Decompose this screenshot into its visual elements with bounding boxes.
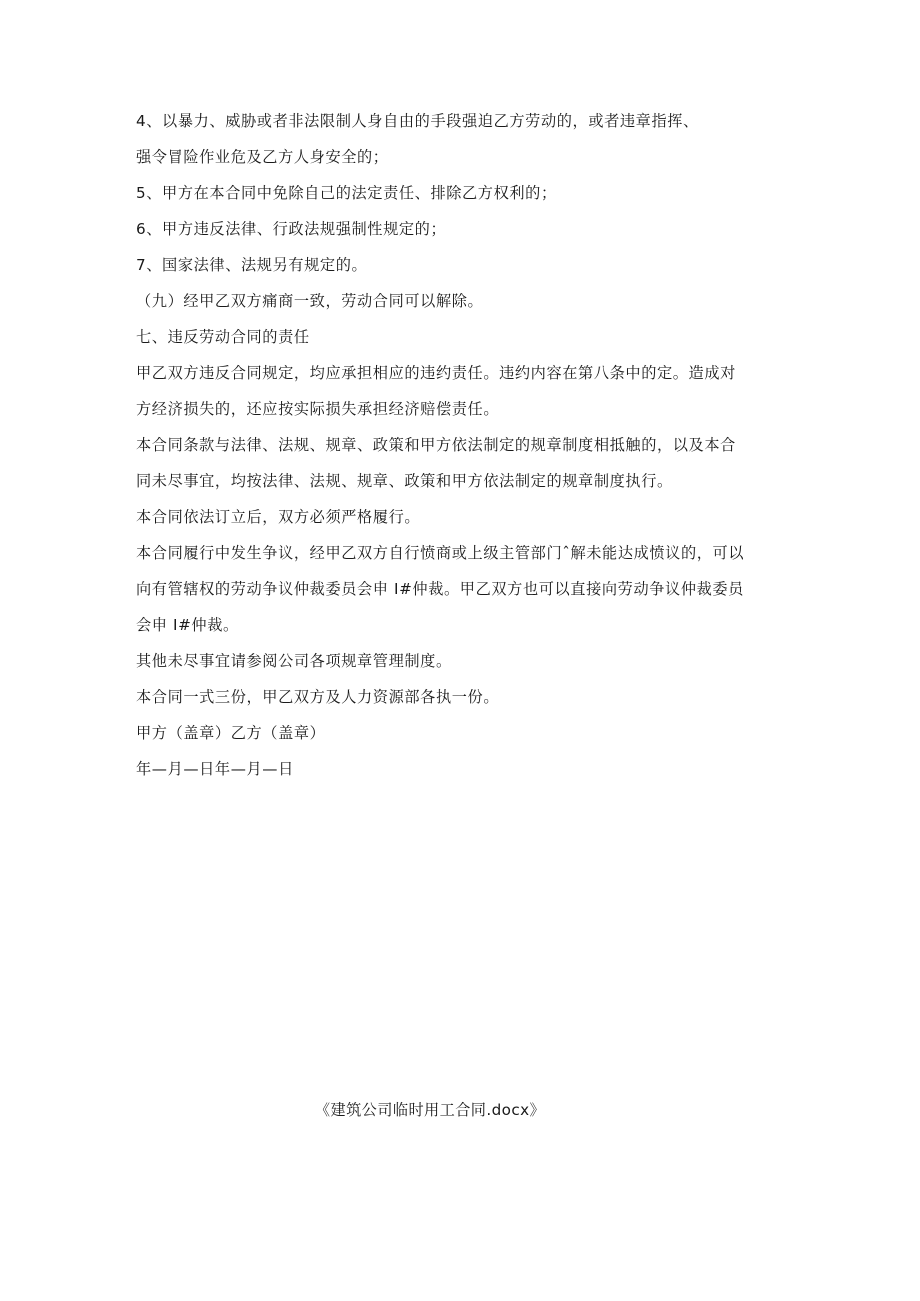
conflict-para-line-1: 本合同条款与法律、法规、规章、政策和甲方依法制定的规章制度相抵触的，以及本合 (136, 436, 736, 454)
liability-para-line-1: 甲乙双方违反合同规定，均应承担相应的违约责任。违约内容在第八条中的定。造成对 (136, 364, 736, 382)
dispute-para-line-2: 向有管辖权的劳动争议仲裁委员会申 I#仲裁。甲乙双方也可以直接向劳动争议仲裁委员 (136, 580, 744, 598)
other-matters-para: 其他未尽事宜请参阅公司各项规章管理制度。 (136, 652, 452, 670)
clause-7: 7、国家法律、法规另有规定的。 (136, 256, 368, 274)
footer-filename: 《建筑公司临时用工合同.docx》 (314, 1101, 546, 1119)
document-body (136, 112, 796, 796)
clause-9: （九）经甲乙双方痛商一致，劳动合同可以解除。 (136, 292, 484, 310)
liability-para-line-2: 方经济损失的，还应按实际损失承担经济赔偿责任。 (136, 400, 500, 418)
section-7-heading: 七、违反劳动合同的责任 (136, 328, 310, 346)
dispute-para-line-1: 本合同履行中发生争议，经甲乙双方自行愤商或上级主管部门ˆ解未能达成愤议的，可以 (136, 544, 745, 562)
dispute-para-line-3: 会申 I#仲裁。 (136, 616, 239, 634)
clause-5: 5、甲方在本合同中免除自己的法定责任、排除乙方权利的； (136, 184, 557, 202)
clause-4-line-1: 4、以暴力、威胁或者非法限制人身自由的手段强迫乙方劳动的，或者违章指挥、 (136, 112, 699, 130)
clause-6: 6、甲方违反法律、行政法规强制性规定的； (136, 220, 447, 238)
copies-para: 本合同一式三份，甲乙双方及人力资源部各执一份。 (136, 688, 500, 706)
document-footer (0, 1101, 920, 1119)
date-line: 年—月—日年—月—日 (136, 760, 294, 778)
conflict-para-line-2: 同未尽事宜，均按法律、法规、规章、政策和甲方依法制定的规章制度执行。 (136, 472, 673, 490)
clause-4-line-2: 强令冒险作业危及乙方人身安全的； (136, 148, 389, 166)
enforcement-para: 本合同依法订立后，双方必须严格履行。 (136, 508, 421, 526)
signature-line: 甲方（盖章）乙方（盖章） (136, 724, 326, 742)
